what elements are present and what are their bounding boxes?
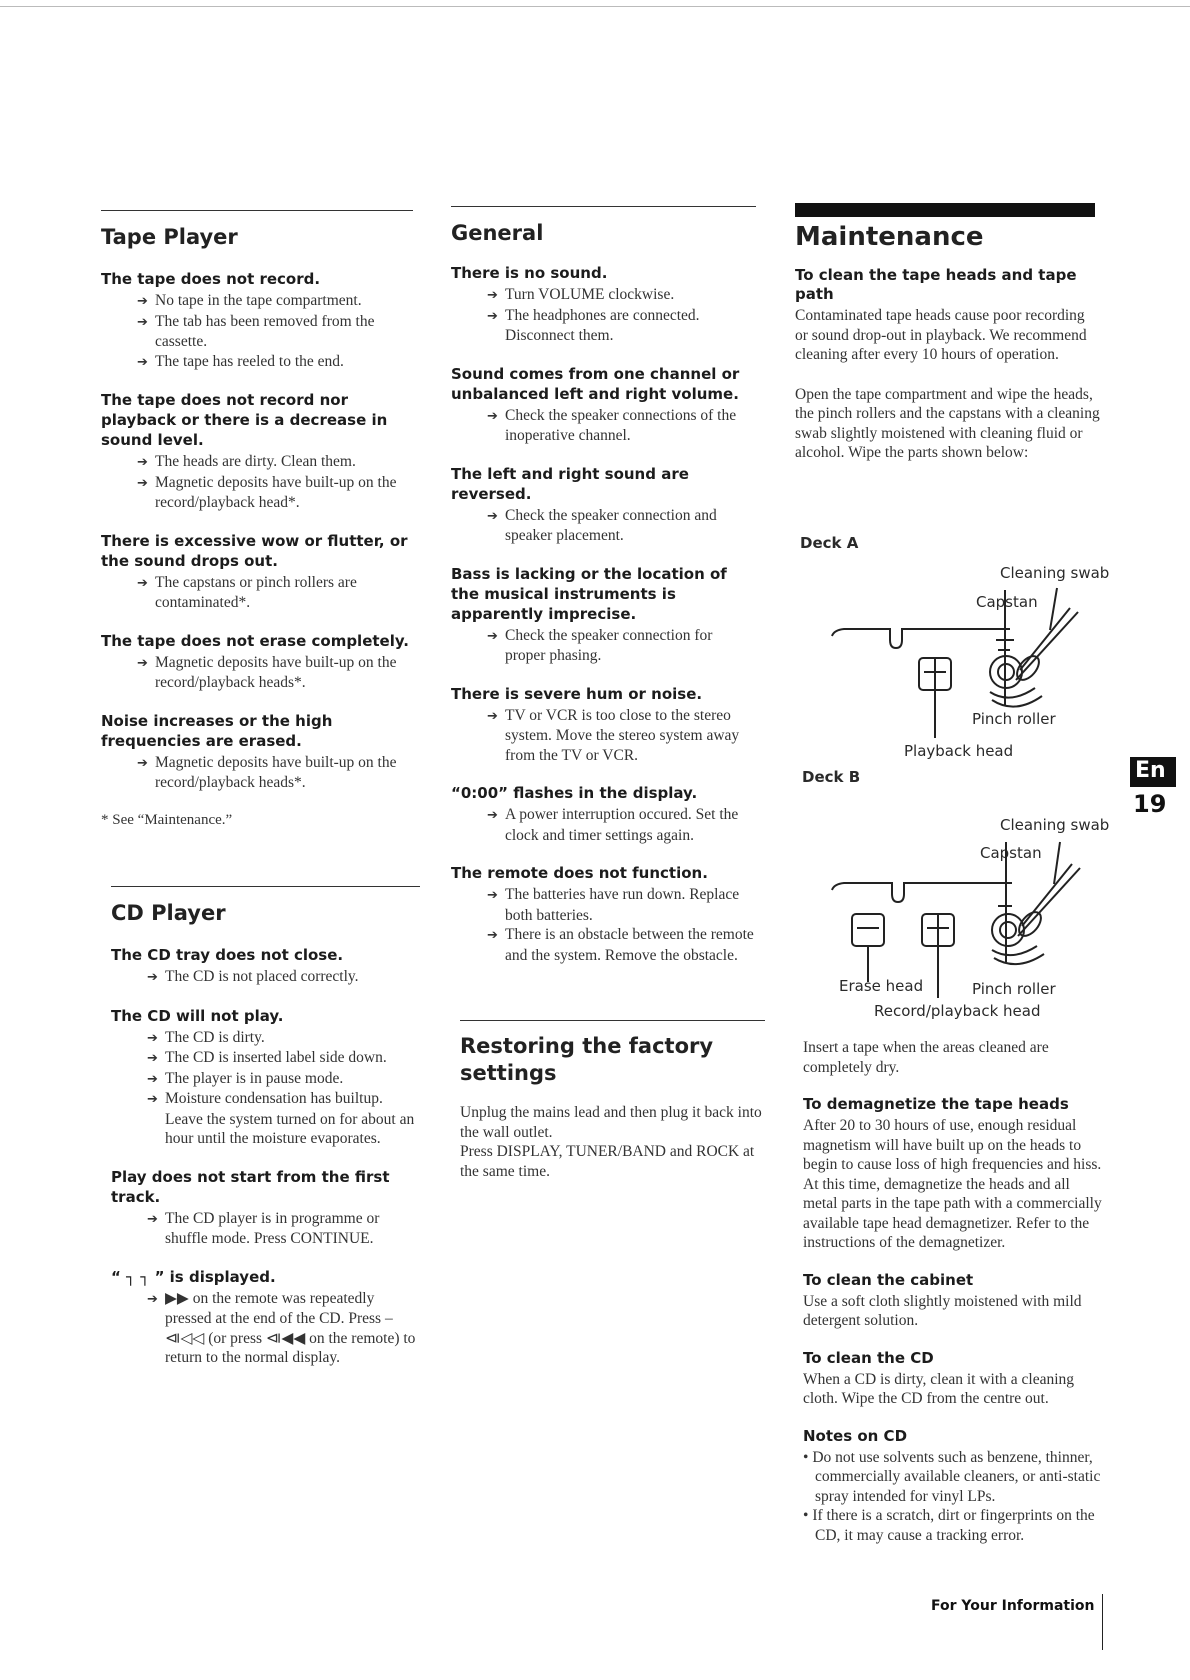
trouble-question: There is severe hum or noise. [451,684,703,703]
right-arrow-icon: ➔ [137,575,148,591]
trouble-remedy [147,1289,420,1368]
trouble-item [451,684,756,766]
right-arrow-icon: ➔ [147,1211,158,1227]
insert-tape-text: Insert a tape when the areas cleaned are completely dry. [803,1039,1049,1076]
trouble-remedy-text: The heads are dirty. Clean them. [155,453,356,470]
trouble-question: Noise increases or the high frequencies are erased. [101,711,333,750]
trouble-item [451,863,756,965]
erase-head-label: Erase head [839,977,924,995]
restoring-text-1: Unplug the mains lead and then plug it back into the wall outlet. [460,1104,762,1141]
trouble-remedy [137,452,413,473]
right-arrow-icon: ➔ [487,928,498,943]
trouble-remedy-text: Moisture condensation has builtup. Leave the system turned on for about an hour until the moisture evaporates. [165,1090,415,1147]
trouble-remedy-text: There is an obstacle between the remote and the system. Remove the obstacle. [505,926,754,964]
trouble-question: Bass is lacking or the location of the musical instruments is apparently imprecise. [451,564,727,623]
trouble-remedy [487,506,756,546]
trouble-remedy [147,1069,420,1090]
trouble-remedy [137,312,413,352]
demagnetize-title: To demagnetize the tape heads [803,1095,1069,1113]
trouble-item [451,464,756,546]
trouble-question: There is no sound. [451,264,608,282]
restoring-section [460,1020,765,1181]
trouble-remedy [487,706,756,766]
right-arrow-icon: ➔ [487,508,498,524]
restoring-text-2: Press DISPLAY, TUNER/BAND and ROCK at the same time. [460,1143,755,1180]
trouble-item [101,269,413,372]
trouble-item [451,564,756,666]
right-arrow-icon: ➔ [147,970,158,985]
footer-rule [1102,1594,1103,1650]
trouble-remedy-text: The CD player is in programme or shuffle mode. Press CONTINUE. [165,1209,380,1247]
capstan-label: Capstan [980,844,1042,862]
trouble-question: Sound comes from one channel or unbalanced left and right volume. [451,364,740,403]
deck-a-diagram [820,560,1110,760]
maintenance-section [795,222,1100,463]
right-arrow-icon: ➔ [487,628,498,644]
cabinet-text: Use a soft cloth slightly moistened with mild detergent solution. [803,1292,1082,1329]
trouble-remedy [487,406,756,446]
right-arrow-icon: ➔ [147,1291,158,1307]
section-rule [451,206,756,207]
section-rule [460,1020,765,1021]
right-arrow-icon: ➔ [137,294,148,309]
right-arrow-icon: ➔ [487,408,498,424]
trouble-remedy [137,753,413,793]
trouble-item [101,711,413,793]
section-title: CD Player [111,901,226,925]
trouble-remedy-text: Magnetic deposits have built-up on the record/playback heads*. [155,753,397,791]
trouble-item [451,364,756,446]
trouble-remedy [147,1048,420,1069]
notes-cd-bullet-text: Do not use solvents such as benzene, thinner, commercially available cleaners, or anti-static spray intended for vinyl LPs. [812,1448,1101,1505]
trouble-remedy-text: The CD is not placed correctly. [165,968,359,985]
right-arrow-icon: ➔ [147,1051,158,1066]
trouble-item [101,390,413,513]
right-arrow-icon: ➔ [137,755,148,771]
clean-cd-title: To clean the CD [803,1348,934,1367]
trouble-remedy-text: The CD is dirty. [165,1028,265,1046]
trouble-question: The tape does not record nor playback or there is a decrease in sound level. [101,391,388,449]
footnote: * See “Maintenance.” [101,811,233,828]
trouble-remedy-text: The CD is inserted label side down. [165,1049,387,1066]
clean-heads-title: To clean the tape heads and tape path [795,266,1077,303]
right-arrow-icon: ➔ [487,888,498,903]
playback-head-label: Playback head [904,742,1014,760]
tape-player-section [101,210,413,830]
trouble-question: “ ┐ ┐ ” is displayed. [111,1267,276,1286]
right-arrow-icon: ➔ [137,354,148,370]
trouble-remedy [137,653,413,693]
language-tab-label: En [1135,758,1166,783]
trouble-remedy-text: Magnetic deposits have built-up on the record/playback head*. [155,473,397,511]
trouble-remedy-text: The tape has reeled to the end. [155,352,344,370]
trouble-remedy [137,291,413,312]
right-arrow-icon: ➔ [137,455,148,470]
right-arrow-icon: ➔ [147,1030,158,1046]
trouble-remedy-text: A power interruption occured. Set the clock and timer settings again. [505,806,739,844]
cleaning-swab-label: Cleaning swab [1000,816,1110,834]
right-arrow-icon: ➔ [147,1071,158,1087]
capstan-label: Capstan [976,593,1038,611]
section-title: Restoring the factory settings [460,1034,714,1085]
trouble-remedy-text: TV or VCR is too close to the stereo system. Move the stereo system away from the TV or VCR. [505,706,740,764]
cleaning-swab-label: Cleaning swab [1000,564,1110,582]
cabinet-title: To clean the cabinet [803,1270,974,1289]
trouble-item [101,631,413,693]
deck-b-label: Deck B [802,768,861,786]
trouble-remedy [487,306,756,346]
cd-player-section [111,886,420,1386]
trouble-remedy-text: The capstans or pinch rollers are contaminated*. [155,573,357,611]
right-arrow-icon: ➔ [137,655,148,671]
trouble-remedy-text: The headphones are connected. Disconnect them. [505,306,700,344]
trouble-remedy-text: ▶▶ on the remote was repeatedly pressed at the end of the CD. Press – ⧏◁◁ (or press ⧏◀◀ on the remote) to return to the normal display. [165,1289,416,1366]
right-arrow-icon: ➔ [487,808,498,823]
general-section [451,206,756,983]
right-arrow-icon: ➔ [487,288,498,303]
section-rule [111,886,420,887]
trouble-remedy [147,1028,420,1049]
notes-cd-bullet-text: If there is a scratch, dirt or fingerprints on the CD, it may cause a tracking error. [812,1507,1095,1544]
trouble-remedy-text: Turn VOLUME clockwise. [505,286,675,303]
footer-label: For Your Information [931,1598,1095,1614]
trouble-question: The remote does not function. [451,864,708,882]
trouble-remedy-text: Check the speaker connections of the inoperative channel. [505,406,737,444]
trouble-question: The CD will not play. [111,1006,284,1025]
trouble-remedy-text: Magnetic deposits have built-up on the record/playback heads*. [155,653,397,691]
trouble-remedy-text: Check the speaker connection and speaker placement. [505,506,717,544]
language-tab [1130,757,1176,787]
trouble-remedy-text: The tab has been removed from the cassette. [155,312,375,350]
section-title: Tape Player [101,225,238,249]
notes-cd-bullet: • If there is a scratch, dirt or fingerprints on the CD, it may cause a tracking error. [803,1507,1095,1544]
trouble-remedy [147,1089,420,1149]
page-top-rule [0,6,1190,7]
trouble-item [451,263,756,346]
demagnetize-text: After 20 to 30 hours of use, enough residual magnetism will have built up on the heads to begin to cause loss of high frequencies and hiss. At this time, demagnetize the heads and all metal parts in the tape path with a commercially available tape head demagnetizer. Refer to the instructions of the demagnetizer. [803,1117,1102,1251]
trouble-item [111,1006,420,1149]
trouble-item [111,1267,420,1368]
right-arrow-icon: ➔ [487,308,498,324]
trouble-item [111,1167,420,1249]
trouble-question: There is excessive wow or flutter, or the sound drops out. [101,531,408,570]
clean-cd-text: When a CD is dirty, clean it with a cleaning cloth. Wipe the CD from the centre out. [803,1370,1075,1407]
section-title: General [451,221,544,245]
trouble-item [101,531,413,613]
notes-cd-bullet: • Do not use solvents such as benzene, thinner, commercially available cleaners, or anti-static spray intended for vinyl LPs. [803,1448,1101,1505]
trouble-remedy [147,1209,420,1249]
trouble-remedy [147,967,420,988]
trouble-question: Play does not start from the first track. [111,1167,390,1206]
notes-cd-title: Notes on CD [803,1426,908,1445]
trouble-question: The tape does not erase completely. [101,631,409,650]
trouble-remedy-text: The batteries have run down. Replace both batteries. [505,886,740,924]
record-playback-head-label: Record/playback head [874,1002,1041,1020]
section-title: Maintenance [795,222,984,252]
trouble-question: The left and right sound are reversed. [451,464,689,503]
maintenance-title-bar [795,203,1095,217]
trouble-remedy [487,285,756,306]
trouble-item [111,945,420,988]
section-rule [101,210,413,211]
trouble-remedy [137,352,413,373]
deck-a-mechanism [820,560,1110,760]
trouble-remedy-text: Check the speaker connection for proper phasing. [505,626,713,664]
right-arrow-icon: ➔ [147,1092,158,1107]
right-arrow-icon: ➔ [487,708,498,724]
trouble-question: The tape does not record. [101,270,321,288]
deck-a-label: Deck A [800,534,859,552]
trouble-remedy-text: No tape in the tape compartment. [155,292,362,309]
page-number: 19 [1133,790,1167,818]
pinch-roller-label: Pinch roller [972,710,1056,728]
clean-heads-text-1: Contaminated tape heads cause poor recording or sound drop-out in playback. We recommend cleaning after every 10 hours of operation. [795,307,1087,363]
trouble-remedy [487,925,756,965]
trouble-question: The CD tray does not close. [111,946,344,964]
clean-heads-text-2: Open the tape compartment and wipe the heads, the pinch rollers and the capstans with a cleaning swab slightly moistened with cleaning fluid or alcohol. Wipe the parts shown below: [795,385,1100,461]
trouble-remedy-text: The player is in pause mode. [165,1069,344,1087]
maintenance-continued [803,1038,1103,1545]
deck-b-diagram [820,812,1110,1027]
trouble-remedy [137,473,413,513]
trouble-remedy [487,885,756,925]
right-arrow-icon: ➔ [137,475,148,491]
trouble-remedy [487,626,756,666]
right-arrow-icon: ➔ [137,314,148,330]
pinch-roller-label: Pinch roller [972,980,1056,998]
trouble-remedy [487,805,756,845]
trouble-question: “0:00” flashes in the display. [451,784,698,802]
trouble-remedy [137,573,413,613]
trouble-item [451,783,756,845]
